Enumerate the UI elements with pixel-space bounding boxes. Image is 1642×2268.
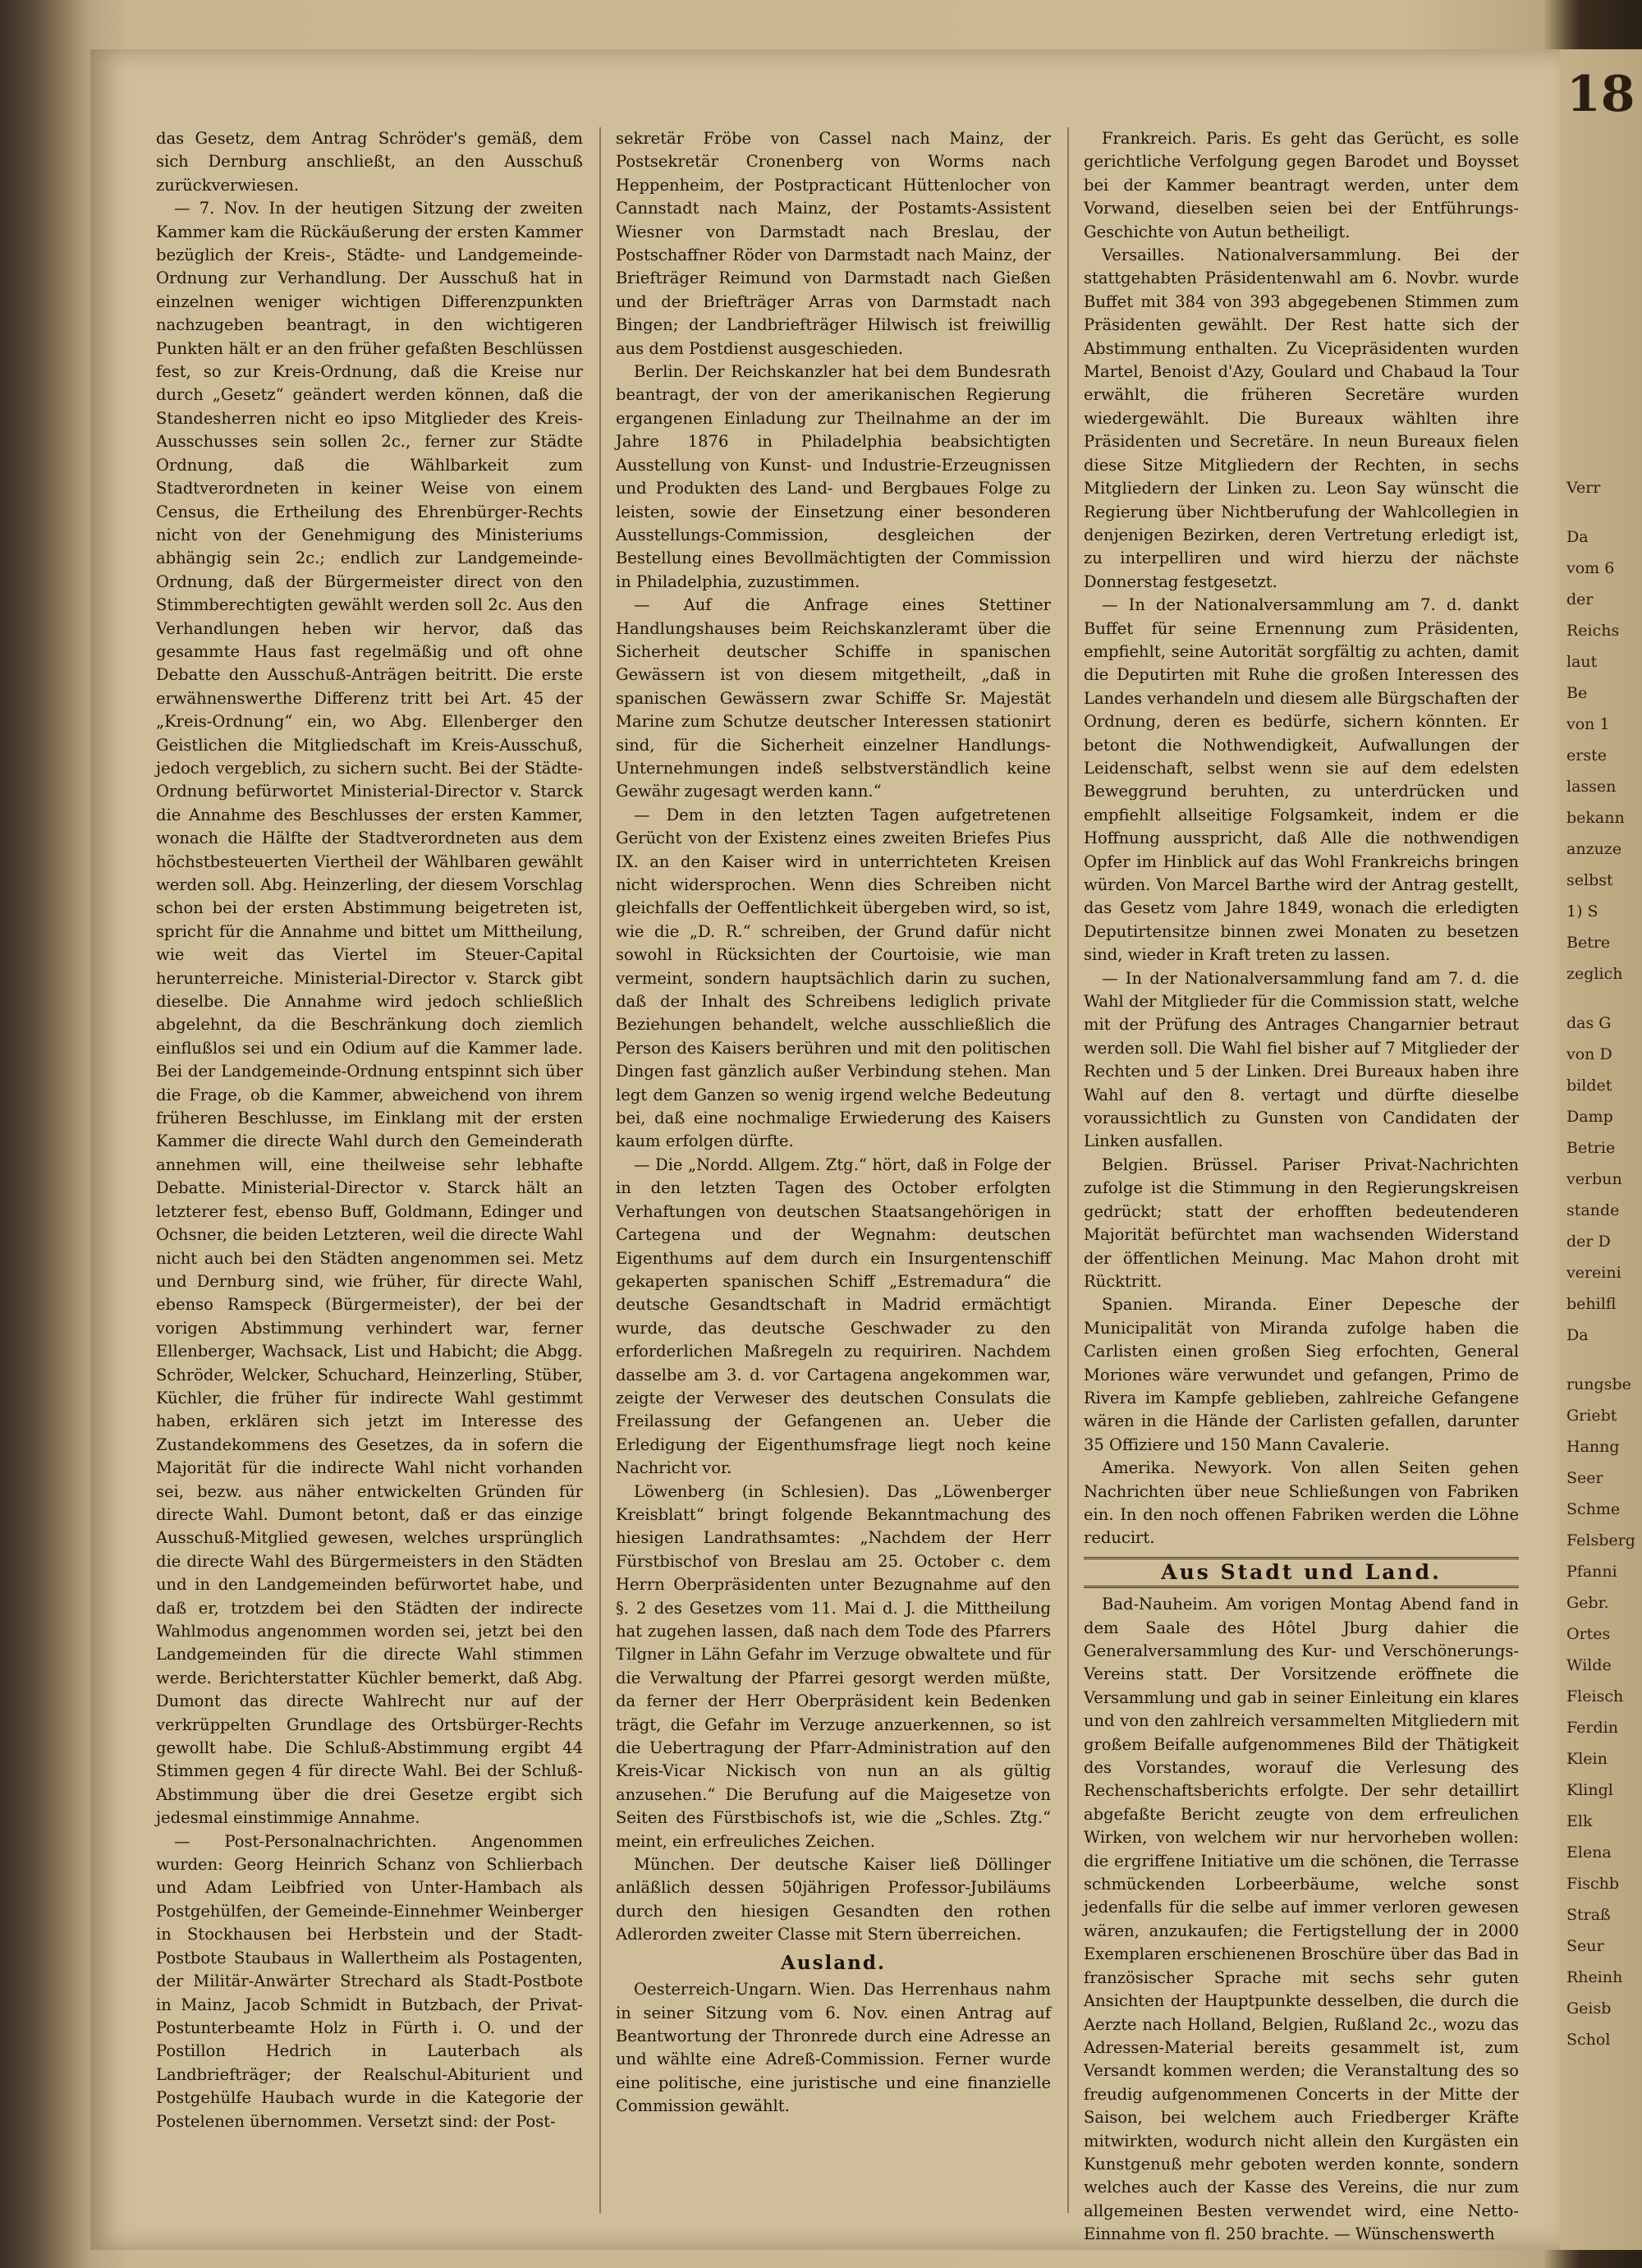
strip-fragment: rungsbe [1566, 1375, 1631, 1393]
strip-fragment: verbun [1566, 1170, 1622, 1188]
strip-fragment: Da [1566, 1326, 1589, 1344]
strip-fragment: Felsberg [1566, 1531, 1635, 1549]
strip-fragment: Reichs [1566, 622, 1620, 640]
paragraph: das Gesetz, dem Antrag Schröder's gemäß, dem sich Dernburg anschließt, an den Ausschuß zurückverwiesen. [156, 129, 583, 195]
strip-fragment: Geisb [1566, 1999, 1612, 2018]
strip-fragment: der D [1566, 1233, 1611, 1251]
strip-fragment: Wilde [1566, 1656, 1612, 1674]
paragraph: Versailles. Nationalversammlung. Bei der stattgehabten Präsidentenwahl am 6. Novbr. wurde Buffet mit 384 von 393 abgegebenen Stimmen zum Präsidenten gewählt. Der Rest hatte sich der Abstimmung enthalten. Zu Vicepräsidenten wurden Martel, Benoist d'Azy, Goulard und Chabaud la Tour erwählt, die früheren Secretäre wurden wiedergewählt. Die Bureaux wählten ihre Präsidenten und Secretäre. In neun Bureaux fielen diese Sitze Mitgliedern der Rechten, in sechs Mitgliedern der Linken zu. Leon Say wünscht die Regierung über Nichtberufung der Wahlcollegien in denjenigen Bezirken, deren Vertretung erledigt ist, zu interpelliren und wird hierzu der nächste Donnerstag festgesetzt. [1084, 246, 1519, 591]
column-divider [1067, 127, 1069, 2213]
strip-fragment: Elk [1566, 1812, 1593, 1830]
strip-fragment: Straß [1566, 1906, 1611, 1924]
paragraph: sekretär Fröbe von Cassel nach Mainz, der Postsekretär Cronenberg von Worms nach Heppenheim, der Postpracticant Hüttenlocher von Cannstadt nach Mainz, der Postamts-Assistent Wiesner von Darmstadt nach Breslau, der Postschaffner Röder von Darmstadt nach Mainz, der Briefträger Reimund von Darmstadt nach Gießen und der Briefträger Arras von Darmstadt nach Bingen; der Landbriefträger Hilwisch ist freiwillig aus dem Postdienst ausgeschieden. [616, 129, 1051, 358]
strip-fragment: laut [1566, 653, 1598, 671]
strip-fragment: Griebt [1566, 1407, 1617, 1425]
paragraph: Spanien. Miranda. Einer Depesche der Municipalität von Miranda zufolge haben die Carlisten einen großen Sieg erfochten, General Moriones wäre verwundet und gefangen, Primo de Rivera im Kampfe geblieben, zahlreiche Gefangene wären in die Hände der Carlisten gefallen, darunter 35 Offiziere und 150 Mann Cavalerie. [1084, 1295, 1519, 1454]
strip-fragment: vereini [1566, 1264, 1621, 1282]
strip-fragment: 1) S [1566, 902, 1598, 921]
paragraph: Belgien. Brüssel. Pariser Privat-Nachrichten zufolge ist die Stimmung in den Regierungskreisen gedrückt; statt der erhofften bedeutenderen Majorität befürchtet man wachsenden Widerstand der öffentlichen Meinung. Mac Mahon droht mit Rücktritt. [1084, 1155, 1519, 1291]
paragraph: Löwenberg (in Schlesien). Das „Löwenberger Kreisblatt“ bringt folgende Bekanntmachung des hiesigen Landrathsamtes: „Nachdem der Herr Fürstbischof von Breslau am 25. October c. dem Herrn Oberpräsidenten unter Bezugnahme auf den §. 2 des Gesetzes vom 11. Mai d. J. die Mittheilung hat zugehen lassen, daß nach dem Tode des Pfarrers Tilgner in Lähn Gefahr im Verzuge obwaltete und für die Verwaltung der Pfarrei gesorgt werden müßte, da ferner der Herr Oberpräsident kein Bedenken trägt, die Gefahr im Verzuge anzuerkennen, so ist die Uebertragung der Pfarr-Administration auf den Kreis-Vicar Nickisch von nun an als gültig anzusehen.“ Die Berufung auf die Maigesetze von Seiten des Fürstbischofs ist, wie die „Schles. Ztg.“ meint, ein erfreuliches Zeichen. [616, 1481, 1051, 1851]
strip-fragment: anzuze [1566, 840, 1622, 858]
strip-fragment: Verr [1566, 479, 1601, 497]
strip-fragment: von D [1566, 1045, 1612, 1063]
strip-fragment: bekann [1566, 809, 1625, 827]
strip-fragment: Da [1566, 528, 1589, 546]
strip-fragment: Fischb [1566, 1875, 1620, 1893]
strip-fragment: Seer [1566, 1469, 1603, 1487]
paragraph: — In der Nationalversammlung am 7. d. dankt Buffet für seine Ernennung zum Präsidenten, empfiehlt, seine Autorität sorgfältig zu achten, damit die Deputirten mit Ruhe die großen Interessen des Landes verhandeln und diesem alle Bürgschaften der Ordnung, deren es bedürfe, sichern könnten. Er betont die Nothwendigkeit, Aufwallungen der Leidenschaft, selbst wenn sie auf dem edelsten Beweggrund beruhten, zu unterdrücken und empfiehlt allseitige Folgsamkeit, indem er die Hoffnung ausspricht, daß Alle die nothwendigen Opfer im Hinblick auf das Wohl Frankreichs bringen würden. Von Marcel Barthe wird der Antrag gestellt, das Gesetz vom Jahre 1849, wonach die erledigten Deputirtensitze binnen zwei Monaten zu besetzen sind, wieder in Kraft treten zu lassen. [1084, 595, 1519, 965]
strip-fragment: Klingl [1566, 1781, 1613, 1799]
strip-fragment: Betrie [1566, 1139, 1616, 1157]
column-1 [156, 127, 583, 2229]
paragraph: Bad-Nauheim. Am vorigen Montag Abend fand in dem Saale des Hôtel Jburg dahier die Generalversammlung des Kur- und Verschönerungs-Vereins statt. Der Vorsitzende eröffnete die Versammlung und gab in seiner Einleitung ein klares und von den zahlreich versammelten Mitgliedern mit großem Beifalle aufgenommenes Bild der Thätigkeit des Vorstandes, worauf die Verlesung des Rechenschaftsberichts erfolgte. Der sehr detaillirt abgefaßte Bericht zeugte von dem erfreulichen Wirken, von welchem wir nur hervorheben wollen: die ergriffene Initiative um die schönen, die Terrasse schmückenden Lorbeerbäume, welche sonst jedenfalls für die selbe auf immer verloren gewesen wären, anzukaufen; die Fertigstellung der in 2000 Exemplaren erschienenen Broschüre über das Bad in französischer Sprache mit sechs sehr guten Ansichten der Hauptpunkte desselben, die durch die Aerzte nach Holland, Belgien, Rußland 2c., wozu das Adressen-Material bereits gesammelt ist, zum Versandt kommen werden; die Veranstaltung des so freudig aufgenommenen Concerts in der Mitte der Saison, bei welchem auch Friedberger Kräfte mitwirkten, wodurch nicht allein den Kurgästen ein Kunstgenuß mehr geboten werden konnte, sondern welches auch der Kasse des Vereins, die nur zum allgemeinen Besten verwendet wird, eine Netto-Einnahme von fl. 250 brachte. — Wünschenswerth [1084, 1595, 1519, 2244]
paragraph: Amerika. Newyork. Von allen Seiten gehen Nachrichten über neue Schließungen von Fabriken ein. In den noch offenen Fabriken werden die Löhne reducirt. [1084, 1458, 1519, 1548]
strip-fragment: erste [1566, 746, 1607, 764]
adjacent-page-strip [1560, 49, 1642, 2250]
strip-fragment: vom 6 [1566, 559, 1615, 577]
strip-fragment: behilfl [1566, 1295, 1617, 1313]
column-2 [616, 127, 1051, 2229]
section-heading-stadt-und-land: Aus Stadt und Land. [1084, 1557, 1519, 1588]
strip-fragment: selbst [1566, 871, 1613, 889]
strip-fragment: Schme [1566, 1500, 1621, 1518]
strip-fragment: stande [1566, 1201, 1620, 1219]
paragraph: — 7. Nov. In der heutigen Sitzung der zweiten Kammer kam die Rückäußerung der ersten Kammer bezüglich der Kreis-, Städte- und Landgemeinde-Ordnung zur Verhandlung. Der Ausschuß hat in einzelnen weniger wichtigen Differenzpunkten nachzugeben beantragt, in den wichtigeren Punkten hält er an den früher gefaßten Beschlüssen fest, so zur Kreis-Ordnung, daß die Kreise nur durch „Gesetz“ geändert werden können, daß die Standesherren nicht eo ipso Mitglieder des Kreis-Ausschusses sein sollen 2c., ferner zur Städte Ordnung, daß die Wählbarkeit zum Stadtverordneten in keiner Weise von einem Census, die Ertheilung des Ehrenbürger-Rechts nicht von der Genehmigung des Ministeriums abhängig sein 2c.; endlich zur Landgemeinde-Ordnung, daß der Bürgermeister direct von den Stimmberechtigten gewählt werden soll 2c. Aus den Verhandlungen heben wir hervor, daß das gesammte Haus fast regelmäßig und oft ohne Debatte den Ausschuß-Anträgen beitritt. Die erste erwähnenswerthe Differenz tritt bei Art. 45 der „Kreis-Ordnung“ ein, wo Abg. Ellenberger den Geistlichen die Mitgliedschaft im Kreis-Ausschuß, jedoch vergeblich, zu sichern sucht. Bei der Städte-Ordnung befürwortet Ministerial-Director v. Starck die Annahme des Beschlusses der ersten Kammer, wonach die Hälfte der Stadtverordneten aus dem höchstbesteuerten Viertheil der Wählbaren gewählt werden soll. Abg. Heinzerling, der diesem Vorschlag schon bei der ersten Abstimmung beigetreten ist, spricht für die Annahme und bittet um Mittheilung, wie weit das Viertel im Steuer-Capital herunterreiche. Ministerial-Director v. Starck gibt dieselbe. Die Annahme wird jedoch schließlich abgelehnt, da die Beschränkung doch ziemlich einflußlos sei und ein Odium auf die Kammer lade. Bei der Landgemeinde-Ordnung entspinnt sich über die Frage, ob die Kammer, abweichend von ihrem früheren Beschlusse, im Einklang mit der ersten Kammer die directe Wahl durch den Gemeinderath annehmen will, eine theilweise sehr lebhafte Debatte. Ministerial-Director v. Starck hält an letzterer fest, ebenso Buff, Goldmann, Edinger und Ochsner, die beiden Letzteren, weil die directe Wahl nicht auch bei den Städten angenommen sei. Metz und Dernburg sind, wie früher, für directe Wahl, ebenso Ramspeck (Bürgermeister), der bei der vorigen Abstimmung verhindert war, ferner Ellenberger, Wachsack, List und Habicht; die Abgg. Schröder, Welcker, Schuchard, Heinzerling, Stüber, Küchler, die früher für indirecte Wahl gestimmt haben, erklären sich jetzt im Interesse des Zustandekommens des Gesetzes, da in sofern die Majorität für die indirecte Wahl nicht vorhanden sei, bezw. aus näher entwickelten Gründen für directe Wahl. Dumont betont, daß er das einzige Ausschuß-Mitglied gewesen, welches ursprünglich die directe Wahl des Bürgermeisters in den Städten und in den Landgemeinden befürwortet habe, und daß er, trotzdem bei den Städten der indirecte Wahlmodus angenommen worden sei, jetzt bei den Landgemeinden für die directe Wahl stimmen werde. Berichterstatter Küchler bemerkt, daß Abg. Dumont das directe Wahlrecht nur auf der verkrüppelten Grundlage des Ortsbürger-Rechts gewollt habe. Die Schluß-Abstimmung ergibt 44 Stimmen gegen 4 für directe Wahl. Bei der Schluß-Abstimmung über die drei Gesetze ergibt sich jedesmal einstimmige Annahme. [156, 199, 584, 1828]
paragraph: Berlin. Der Reichskanzler hat bei dem Bundesrath beantragt, der von der amerikanischen Regierung ergangenen Einladung zur Theilnahme an der im Jahre 1876 in Philadelphia beabsichtigten Ausstellung von Kunst- und Industrie-Erzeugnissen und Produkten des Land- und Bergbaues Folge zu leisten, sowie der Einsetzung einer besonderen Ausstellungs-Commission, desgleichen der Bestellung eines Bevollmächtigten der Commission in Philadelphia, zuzustimmen. [616, 362, 1051, 591]
strip-fragment: Hanng [1566, 1438, 1620, 1456]
paragraph: — Post-Personalnachrichten. Angenommen wurden: Georg Heinrich Schanz von Schlierbach und Adam Leibfried von Unter-Hambach als Postgehülfen, der Gemeinde-Einnehmer Weinberger in Stockhausen bei Herbstein und der Stadt-Postbote Staubaus in Wallertheim als Postagenten, der Militär-Anwärter Strechard als Stadt-Postbote in Mainz, Jacob Schmidt in Butzbach, der Privat-Postunterbeamte Holz in Fürth i. O. und der Postillon Hedrich in Lauterbach als Landbriefträger; der Realschul-Abiturient und Postgehülfe Haubach wurde in die Kategorie der Postelenen übernommen. Versetzt sind: der Post- [156, 1831, 583, 2131]
strip-fragment: 18 [1566, 66, 1635, 123]
strip-fragment: Ferdin [1566, 1719, 1618, 1737]
strip-fragment: zeglich [1566, 965, 1623, 983]
paragraph: — Auf die Anfrage eines Stettiner Handlungshauses beim Reichskanzleramt über die Sicherheit deutscher Schiffe in spanischen Gewässern ist von diesem mitgetheilt, „daß in spanischen Gewässern zwar Schiffe Sr. Majestät Marine zum Schutze deutscher Interessen stationirt sind, für die Sicherheit einzelner Handlungs-Unternehmungen indeß selbstverständlich keine Gewähr zugesagt werden kann.“ [616, 595, 1051, 801]
strip-fragment: bildet [1566, 1077, 1612, 1095]
strip-fragment: der [1566, 590, 1594, 608]
paragraph: München. Der deutsche Kaiser ließ Döllinger anläßlich dessen 50jährigen Professor-Jubiläums durch den hiesigen Gesandten den rothen Adlerorden zweiter Classe mit Stern überreichen. [616, 1855, 1051, 1944]
strip-fragment: Betre [1566, 934, 1611, 952]
strip-fragment: lassen [1566, 778, 1617, 796]
strip-fragment: Seur [1566, 1937, 1604, 1955]
strip-fragment: Gebr. [1566, 1594, 1609, 1612]
strip-fragment: Pfanni [1566, 1563, 1617, 1581]
paragraph: — Dem in den letzten Tagen aufgetretenen Gerücht von der Existenz eines zweiten Briefes Pius IX. an den Kaiser wird in unterrichteten Kreisen nicht widersprochen. Wenn dies Schreiben nicht gleichfalls der Oeffentlichkeit übergeben wird, so ist, wie die „D. R.“ schreiben, der Grund dafür nicht sowohl in Rücksichten der Courtoisie, wie man vermeint, sondern hauptsächlich darin zu suchen, daß der Inhalt des Schreibens lediglich private Beziehungen behandelt, welche ausschließlich die Person des Kaisers berühren und mit den politischen Dingen fast gänzlich außer Verbindung stehen. Man legt dem Ganzen so wenig irgend welche Bedeutung bei, daß eine nochmalige Erwiederung des Kaisers kaum erfolgen dürfte. [616, 805, 1051, 1151]
column-3 [1084, 127, 1519, 2244]
strip-fragment: Klein [1566, 1750, 1608, 1768]
section-heading-ausland: Ausland. [781, 1951, 886, 1974]
newspaper-page [90, 49, 1560, 2250]
paragraph: Frankreich. Paris. Es geht das Gerücht, es solle gerichtliche Verfolgung gegen Barodet und Boysset bei der Kammer beantragt werden, unter dem Vorwand, dieselben seien bei der Entführungs-Geschichte von Autun betheiligt. [1084, 129, 1519, 241]
strip-fragment: Rheinh [1566, 1968, 1623, 1986]
paragraph: — Die „Nordd. Allgem. Ztg.“ hört, daß in Folge der in den letzten Tagen des October erfolgten Verhaftungen von deutschen Staatsangehörigen in Cartegena und der Wegnahm: deutschen Eigenthums auf dem durch ein Insurgentenschiff gekaperten spanischen Schiff „Estremadura“ die deutsche Gesandtschaft in Madrid ermächtigt wurde, das deutsche Geschwader zu den erforderlichen Maßregeln zu requiriren. Nachdem dasselbe am 3. d. vor Cartagena angekommen war, zeigte der Verweser des deutschen Consulats die Freilassung der Gefangenen an. Ueber die Erledigung der Eigenthumsfrage liegt noch keine Nachricht vor. [616, 1155, 1051, 1478]
strip-fragment: das G [1566, 1014, 1612, 1032]
strip-fragment: Fleisch [1566, 1687, 1624, 1706]
strip-fragment: Schol [1566, 2031, 1611, 2049]
strip-fragment: Ortes [1566, 1625, 1611, 1643]
strip-fragment: Damp [1566, 1108, 1613, 1126]
column-divider [599, 127, 601, 2213]
paragraph: — In der Nationalversammlung fand am 7. d. die Wahl der Mitglieder für die Commission statt, welche mit der Prüfung des Antrages Changarnier betraut werden soll. Die Wahl fiel bisher auf 7 Mitglieder der Rechten und 5 der Linken. Drei Bureaux haben ihre Wahl auf den 8. vertagt und dürfte dieselbe voraussichtlich zu Gunsten von Candidaten der Linken ausfallen. [1084, 968, 1519, 1151]
strip-fragment: Elena [1566, 1843, 1612, 1862]
strip-fragment: von 1 [1566, 715, 1610, 733]
strip-fragment: Be [1566, 684, 1588, 702]
paragraph: Oesterreich-Ungarn. Wien. Das Herrenhaus nahm in seiner Sitzung vom 6. Nov. einen Antrag auf Beantwortung der Thronrede durch eine Adresse an und wählte eine Adreß-Commission. Ferner wurde eine politische, eine juristische und eine finanzielle Commission gewählt. [616, 1980, 1051, 2116]
